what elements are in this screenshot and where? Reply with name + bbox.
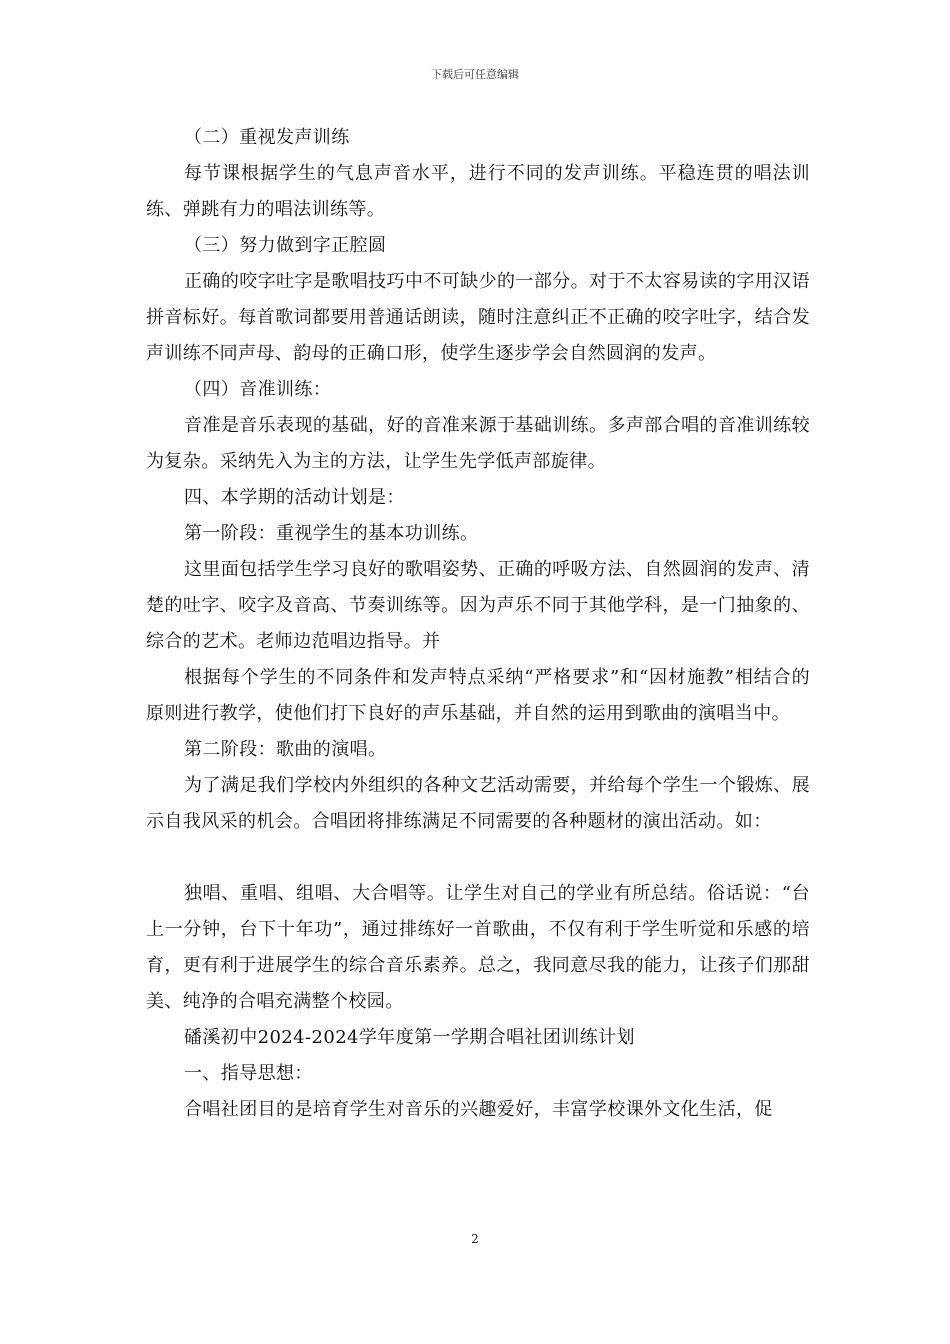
page-header: 下载后可任意编辑	[431, 68, 519, 81]
section-heading-2: （二）重视发声训练	[184, 127, 350, 148]
stage-one-heading: 第一阶段：重视学生的基本功训练。	[184, 523, 479, 544]
body-paragraph: 根据每个学生的不同条件和发声特点采纳“严格要求”和“因材施教”相结合的原则进行教学，使他们打下良好的声乐基础，并自然的运用到歌曲的演唱当中。	[146, 667, 810, 724]
section-heading-3: （三）努力做到字正腔圆	[184, 235, 387, 256]
plan-title: 磻溪初中2024-2024学年度第一学期合唱社团训练计划	[184, 1027, 635, 1048]
body-paragraph: 正确的咬字吐字是歌唱技巧中不可缺少的一部分。对于不太容易读的字用汉语拼音标好。每首歌词都要用普通话朗读，随时注意纠正不正确的咬字吐字，结合发声训练不同声母、韵母的正确口形，使学生逐步学会自然圆润的发声。	[146, 271, 810, 364]
stage-two-heading: 第二阶段：歌曲的演唱。	[184, 739, 387, 760]
body-paragraph: 独唱、重唱、组唱、大合唱等。让学生对自己的学业有所总结。俗话说：“台上一分钟，台下十年功”，通过排练好一首歌曲，不仅有利于学生听觉和乐感的培育，更有利于进展学生的综合音乐素养。总之，我同意尽我的能力，让孩子们那甜美、纯净的合唱充满整个校园。	[146, 883, 810, 1012]
body-paragraph: 为了满足我们学校内外组织的各种文艺活动需要，并给每个学生一个锻炼、展示自我风采的机会。合唱团将排练满足不同需要的各种题材的演出活动。如：	[146, 775, 810, 832]
section-heading-4: （四）音准训练：	[184, 379, 332, 400]
page-number: 2	[471, 1232, 479, 1246]
body-paragraph: 每节课根据学生的气息声音水平，进行不同的发声训练。平稳连贯的唱法训练、弹跳有力的唱法训练等。	[146, 163, 810, 220]
document-body	[146, 120, 810, 1128]
paragraph-gap	[146, 840, 810, 876]
guiding-thought-heading: 一、指导思想：	[184, 1063, 313, 1084]
activity-plan-heading: 四、本学期的活动计划是：	[184, 487, 405, 508]
body-paragraph: 这里面包括学生学习良好的歌唱姿势、正确的呼吸方法、自然圆润的发声、清楚的吐字、咬字及音高、节奏训练等。因为声乐不同于其他学科，是一门抽象的、综合的艺术。老师边范唱边指导。并	[146, 559, 810, 652]
body-paragraph: 音准是音乐表现的基础，好的音准来源于基础训练。多声部合唱的音准训练较为复杂。采纳先入为主的方法，让学生先学低声部旋律。	[146, 415, 810, 472]
body-paragraph: 合唱社团目的是培育学生对音乐的兴趣爱好，丰富学校课外文化生活，促	[184, 1099, 773, 1120]
